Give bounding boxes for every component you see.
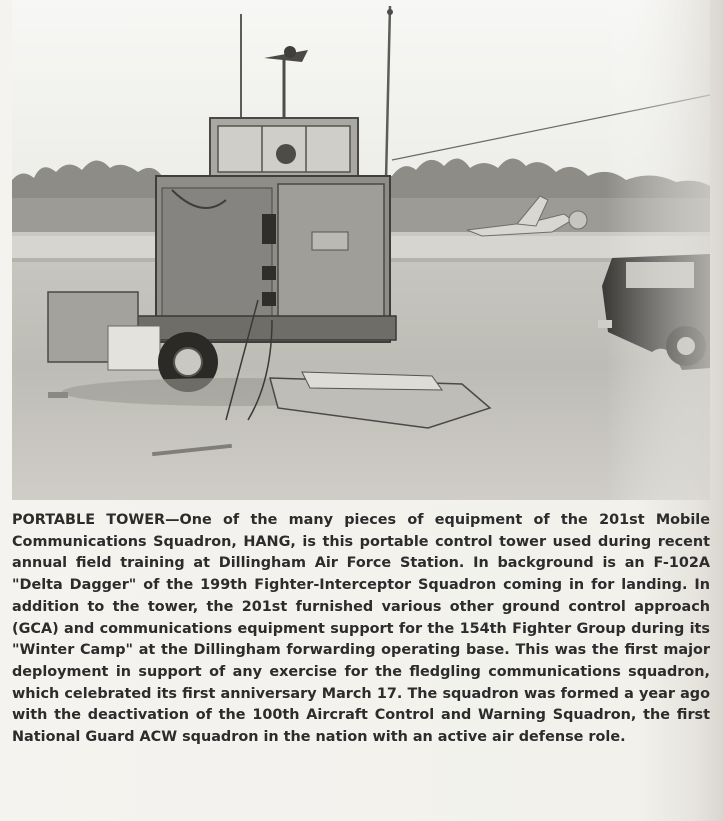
caption-lead: PORTABLE TOWER <box>12 512 166 528</box>
photograph-portable-tower <box>12 0 710 500</box>
photo-caption <box>12 510 710 749</box>
caption-body: —One of the many pieces of equipment of the 201st Mobile Communications Squadron, HANG, is this portable control tower used during recent annual field training at Dillingham Air Force Station. In background is an F-102A "Delta Dagger" of the 199th Fighter-Interceptor Squadron coming in for landing. In addition to the tower, the 201st furnished various other ground control approach (GCA) and communications equipment support for the 154th Fighter Group during its "Winter Camp" at the Dillingham forwarding operating base. This was the first major deployment in support of any exercise for the fledgling communications squadron, which celebrated its first anniversary March 17. The squadron was formed a year ago with the deactivation of the 100th Aircraft Control and Warning Squadron, the first National Guard ACW squadron in the nation with an active air defense role. <box>12 512 710 746</box>
